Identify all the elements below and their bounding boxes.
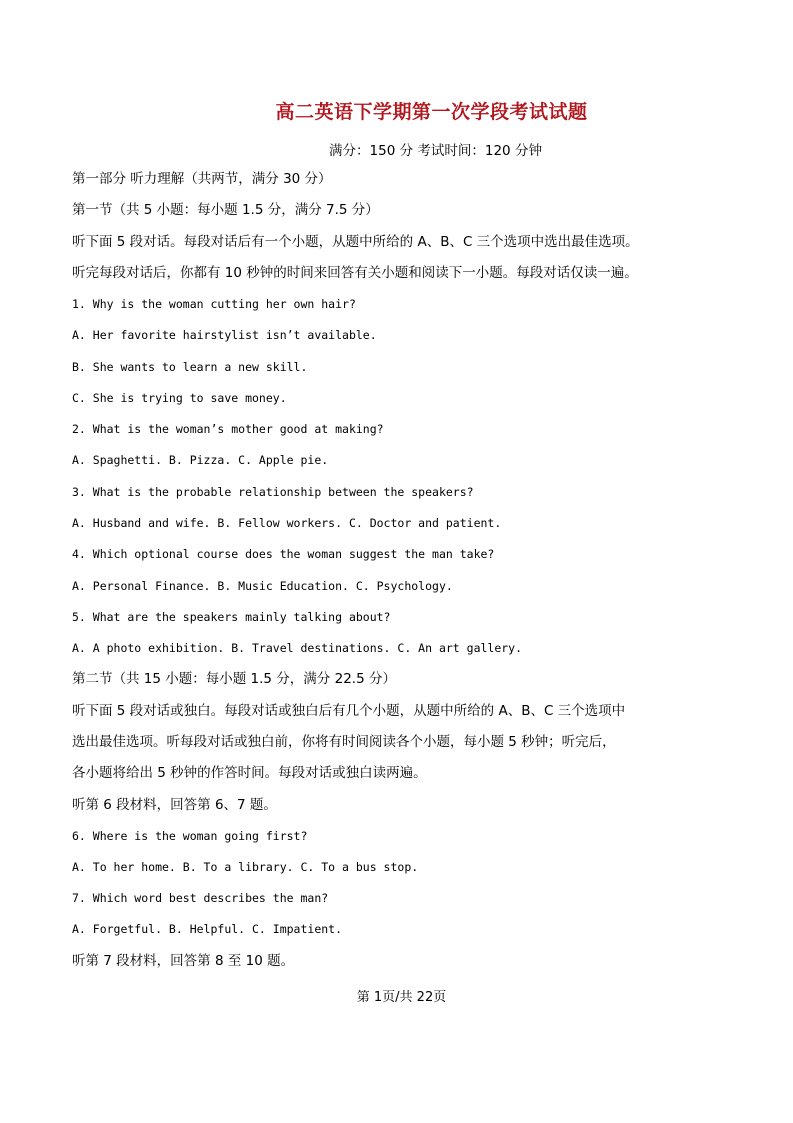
section-two-instruction: 听下面 5 段对话或独白。每段对话或独白后有几个小题，从题中所给的 A、B、C 三个选项中 <box>72 703 626 719</box>
material-heading: 听第 6 段材料，回答第 6、7 题。 <box>72 797 277 813</box>
question-text: 4. Which optional course does the woman suggest the man take? <box>72 547 495 561</box>
page-number: 第 1页/共 22页 <box>356 990 447 1005</box>
section-one-instruction: 听完每段对话后，你都有 10 秒钟的时间来回答有关小题和阅读下一小题。每段对话仅读一遍。 <box>72 265 638 281</box>
question-text: 2. What is the woman’s mother good at making? <box>72 422 384 436</box>
section-one-instruction: 听下面 5 段对话。每段对话后有一个小题，从题中所给的 A、B、C 三个选项中选出最佳选项。 <box>72 234 639 250</box>
question-text: 1. Why is the woman cutting her own hair? <box>72 297 356 311</box>
section-two-instruction: 选出最佳选项。听每段对话或独白前，你将有时间阅读各个小题，每小题 5 秒钟；听完后， <box>72 734 616 750</box>
question-text: 6. Where is the woman going first? <box>72 829 308 843</box>
question-text: 7. Which word best describes the man? <box>72 891 329 905</box>
answer-option: B. She wants to learn a new skill. <box>72 360 308 374</box>
answer-option: A. Her favorite hairstylist isn’t available. <box>72 328 377 342</box>
answer-options: A. A photo exhibition. B. Travel destinations. C. An art gallery. <box>72 641 523 655</box>
exam-info: 满分：150 分 考试时间：120 分钟 <box>329 143 542 159</box>
answer-options: A. Spaghetti. B. Pizza. C. Apple pie. <box>72 453 329 467</box>
answer-options: A. Husband and wife. B. Fellow workers. C. Doctor and patient. <box>72 516 502 530</box>
section-one-heading: 第一节（共 5 小题：每小题 1.5 分，满分 7.5 分） <box>72 202 379 218</box>
material-heading: 听第 7 段材料，回答第 8 至 10 题。 <box>72 953 295 969</box>
page-title: 高二英语下学期第一次学段考试试题 <box>275 101 588 123</box>
answer-options: A. To her home. B. To a library. C. To a bus stop. <box>72 860 419 874</box>
answer-options: A. Personal Finance. B. Music Education. C. Psychology. <box>72 579 453 593</box>
answer-options: A. Forgetful. B. Helpful. C. Impatient. <box>72 922 343 936</box>
question-text: 3. What is the probable relationship between the speakers? <box>72 485 474 499</box>
question-text: 5. What are the speakers mainly talking about? <box>72 610 391 624</box>
part-one-heading: 第一部分 听力理解（共两节，满分 30 分） <box>72 171 332 187</box>
answer-option: C. She is trying to save money. <box>72 391 287 405</box>
section-two-instruction: 各小题将给出 5 秒钟的作答时间。每段对话或独白读两遍。 <box>72 765 427 781</box>
section-two-heading: 第二节（共 15 小题：每小题 1.5 分，满分 22.5 分） <box>72 671 396 687</box>
